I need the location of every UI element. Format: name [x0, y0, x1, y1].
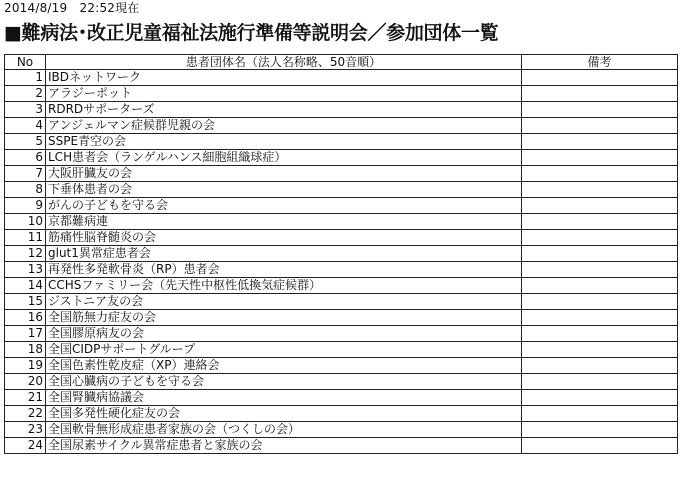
table-row: [5, 150, 678, 166]
table-row: [5, 182, 678, 198]
table-row: [5, 342, 678, 358]
row-note: [522, 214, 678, 230]
table-header-row: [5, 55, 678, 70]
row-note: [522, 198, 678, 214]
organization-name: 全国CIDPサポートグループ: [46, 342, 522, 358]
organization-name: CCHSファミリー会（先天性中枢性低換気症候群）: [46, 278, 522, 294]
table-row: [5, 406, 678, 422]
organization-name: 全国膠原病友の会: [46, 326, 522, 342]
table-row: [5, 134, 678, 150]
table-row: [5, 262, 678, 278]
row-note: [522, 134, 678, 150]
row-note: [522, 390, 678, 406]
row-number: 23: [5, 422, 46, 438]
organization-name: 全国多発性硬化症友の会: [46, 406, 522, 422]
organization-name: RDRDサポーターズ: [46, 102, 522, 118]
row-note: [522, 310, 678, 326]
table-body: [5, 70, 678, 454]
row-note: [522, 422, 678, 438]
table-row: [5, 166, 678, 182]
row-number: 18: [5, 342, 46, 358]
organization-name: 京都難病連: [46, 214, 522, 230]
organization-name: 下垂体患者の会: [46, 182, 522, 198]
organization-name: アンジェルマン症候群児親の会: [46, 118, 522, 134]
row-number: 8: [5, 182, 46, 198]
organization-name: 全国軟骨無形成症患者家族の会（つくしの会）: [46, 422, 522, 438]
organization-name: 全国尿素サイクル異常症患者と家族の会: [46, 438, 522, 454]
column-header-name: 患者団体名（法人名称略、50音順）: [46, 55, 522, 70]
organization-name: 大阪肝臓友の会: [46, 166, 522, 182]
row-note: [522, 374, 678, 390]
organization-name: 筋痛性脳脊髄炎の会: [46, 230, 522, 246]
table-row: [5, 310, 678, 326]
row-number: 17: [5, 326, 46, 342]
row-note: [522, 294, 678, 310]
row-number: 15: [5, 294, 46, 310]
row-number: 14: [5, 278, 46, 294]
organization-name: glut1異常症患者会: [46, 246, 522, 262]
table-row: [5, 230, 678, 246]
row-note: [522, 70, 678, 86]
row-note: [522, 166, 678, 182]
row-number: 6: [5, 150, 46, 166]
row-note: [522, 118, 678, 134]
row-note: [522, 278, 678, 294]
row-number: 19: [5, 358, 46, 374]
organization-name: ジストニア友の会: [46, 294, 522, 310]
table-row: [5, 358, 678, 374]
table-row: [5, 198, 678, 214]
row-number: 22: [5, 406, 46, 422]
organization-name: SSPE青空の会: [46, 134, 522, 150]
organization-name: 全国腎臓病協議会: [46, 390, 522, 406]
table-row: [5, 438, 678, 454]
row-number: 3: [5, 102, 46, 118]
participant-table: [4, 54, 678, 454]
row-note: [522, 246, 678, 262]
row-number: 2: [5, 86, 46, 102]
row-number: 21: [5, 390, 46, 406]
table-row: [5, 246, 678, 262]
organization-name: IBDネットワーク: [46, 70, 522, 86]
row-number: 11: [5, 230, 46, 246]
timestamp: 2014/8/19 22:52現在: [4, 1, 140, 15]
organization-name: 全国筋無力症友の会: [46, 310, 522, 326]
table-row: [5, 294, 678, 310]
row-number: 12: [5, 246, 46, 262]
row-number: 4: [5, 118, 46, 134]
table-row: [5, 278, 678, 294]
table-row: [5, 214, 678, 230]
row-note: [522, 150, 678, 166]
organization-name: 全国心臓病の子どもを守る会: [46, 374, 522, 390]
row-note: [522, 342, 678, 358]
table-row: [5, 102, 678, 118]
row-number: 7: [5, 166, 46, 182]
row-number: 10: [5, 214, 46, 230]
organization-name: 全国色素性乾皮症（XP）連絡会: [46, 358, 522, 374]
row-number: 16: [5, 310, 46, 326]
row-number: 24: [5, 438, 46, 454]
page-title: ■難病法･改正児童福祉法施行準備等説明会／参加団体一覧: [4, 22, 499, 44]
table-row: [5, 70, 678, 86]
table-row: [5, 86, 678, 102]
row-note: [522, 86, 678, 102]
table-row: [5, 374, 678, 390]
column-header-no: No: [5, 55, 46, 70]
organization-name: がんの子どもを守る会: [46, 198, 522, 214]
row-number: 20: [5, 374, 46, 390]
row-note: [522, 182, 678, 198]
table-row: [5, 390, 678, 406]
row-number: 13: [5, 262, 46, 278]
row-number: 5: [5, 134, 46, 150]
row-note: [522, 102, 678, 118]
row-note: [522, 406, 678, 422]
organization-name: LCH患者会（ランゲルハンス細胞組織球症）: [46, 150, 522, 166]
table-row: [5, 118, 678, 134]
row-note: [522, 358, 678, 374]
row-note: [522, 326, 678, 342]
organization-name: 再発性多発軟骨炎（RP）患者会: [46, 262, 522, 278]
row-note: [522, 230, 678, 246]
row-number: 1: [5, 70, 46, 86]
column-header-note: 備考: [522, 55, 678, 70]
row-note: [522, 438, 678, 454]
row-note: [522, 262, 678, 278]
table-row: [5, 326, 678, 342]
table-row: [5, 422, 678, 438]
row-number: 9: [5, 198, 46, 214]
organization-name: アラジーポット: [46, 86, 522, 102]
